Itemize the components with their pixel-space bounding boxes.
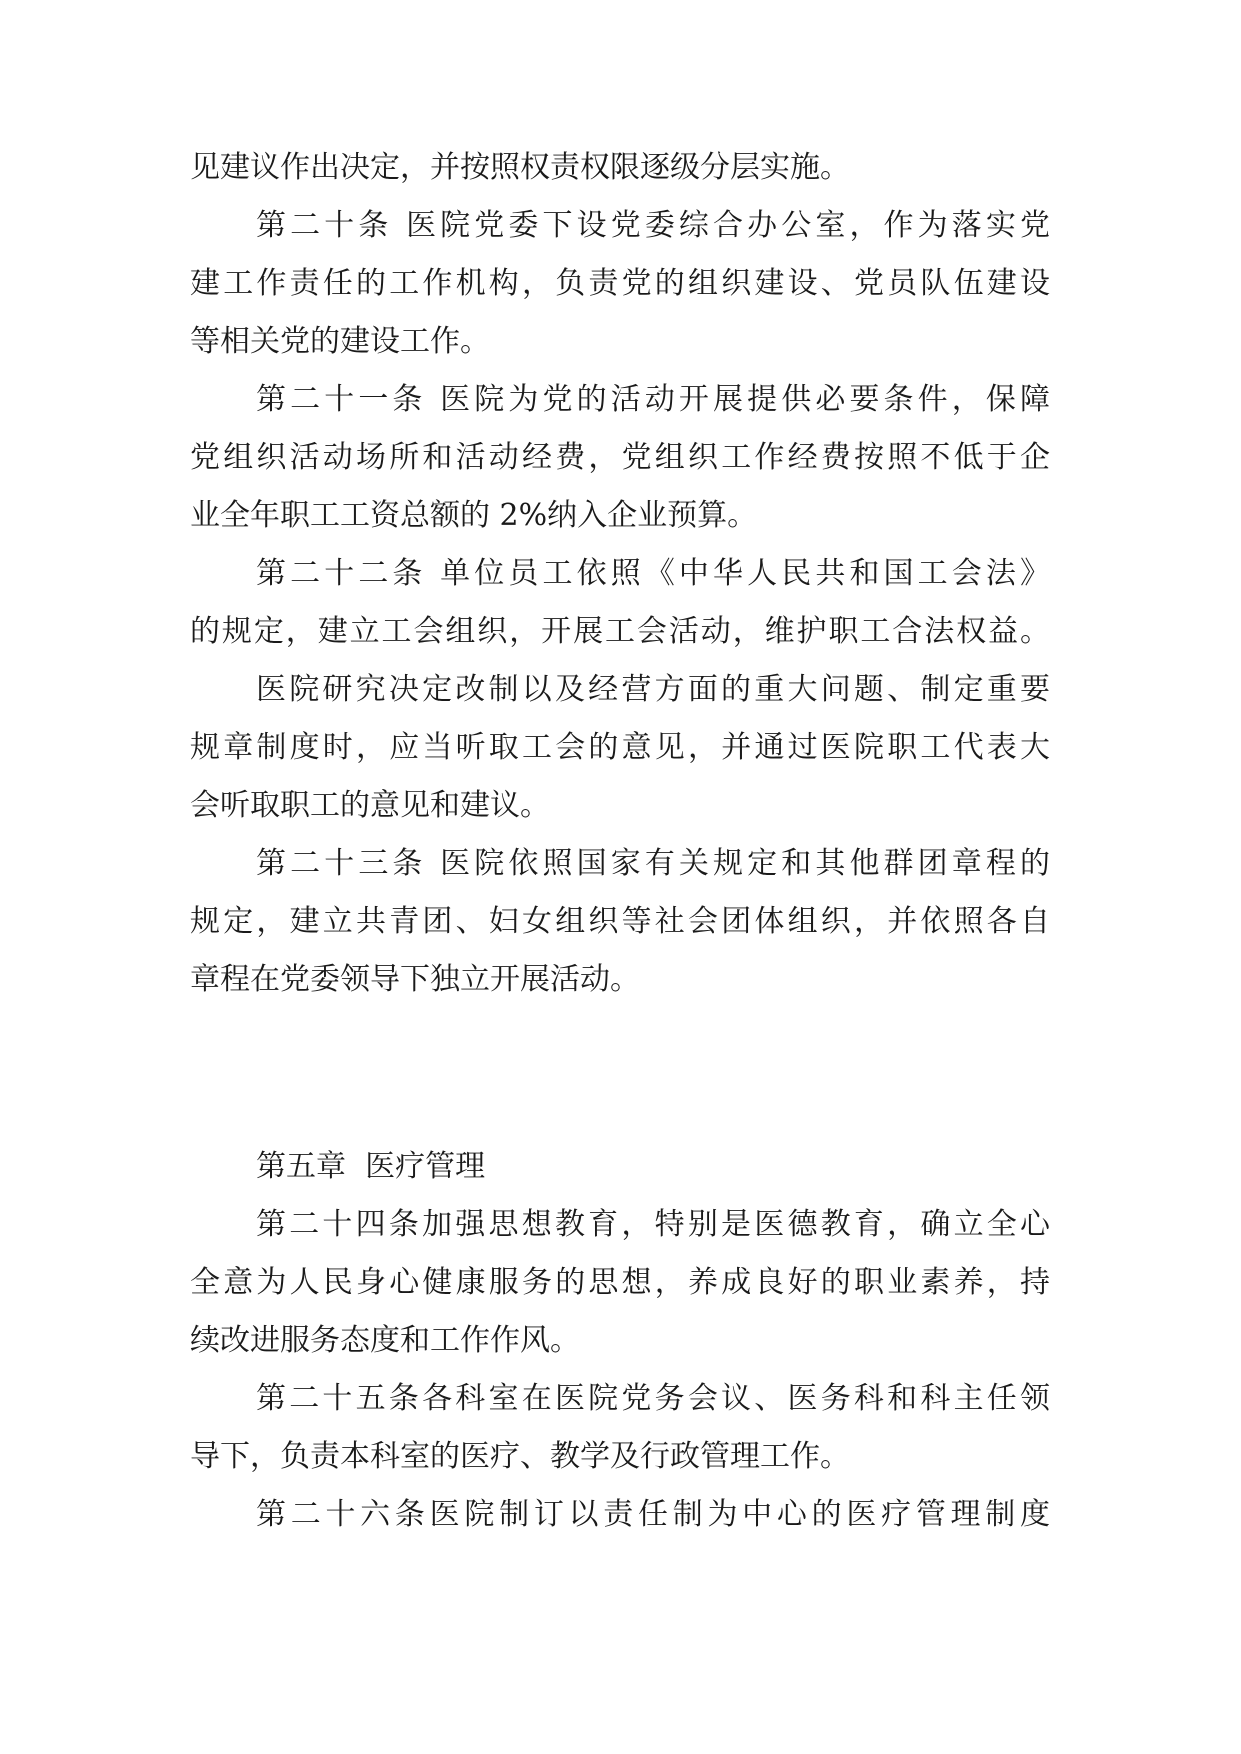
text-line: 等相关党的建设工作。 (190, 324, 490, 359)
article-25-line: 第二十五条各科室在医院党务会议、医务科和科主任领 (256, 1381, 1050, 1416)
article-20-line: 第二十条 医院党委下设党委综合办公室，作为落实党 (256, 208, 1050, 243)
text-line: 党组织活动场所和活动经费，党组织工作经费按照不低于企 (190, 440, 1050, 475)
text-line: 会听取职工的意见和建议。 (190, 788, 550, 823)
chapter-heading: 第五章 医疗管理 (256, 1149, 486, 1184)
text-line: 见建议作出决定，并按照权责权限逐级分层实施。 (190, 150, 850, 185)
article-23-line: 第二十三条 医院依照国家有关规定和其他群团章程的 (256, 846, 1050, 881)
text-line: 建工作责任的工作机构，负责党的组织建设、党员队伍建设 (190, 266, 1050, 301)
text-line: 规定，建立共青团、妇女组织等社会团体组织，并依照各自 (190, 904, 1050, 939)
text-line: 的规定，建立工会组织，开展工会活动，维护职工合法权益。 (190, 614, 1050, 649)
text-line: 章程在党委领导下独立开展活动。 (190, 962, 640, 997)
text-line: 规章制度时，应当听取工会的意见，并通过医院职工代表大 (190, 730, 1050, 765)
article-24-line: 第二十四条加强思想教育，特别是医德教育，确立全心 (256, 1207, 1050, 1242)
text-line: 续改进服务态度和工作作风。 (190, 1323, 580, 1358)
article-22-line: 第二十二条 单位员工依照《中华人民共和国工会法》 (256, 556, 1050, 591)
paragraph-line: 医院研究决定改制以及经营方面的重大问题、制定重要 (256, 672, 1050, 707)
article-26-line: 第二十六条医院制订以责任制为中心的医疗管理制度 (256, 1497, 1050, 1532)
text-line: 全意为人民身心健康服务的思想，养成良好的职业素养，持 (190, 1265, 1050, 1300)
text-line: 业全年职工工资总额的 2%纳入企业预算。 (190, 498, 758, 533)
text-line: 导下，负责本科室的医疗、教学及行政管理工作。 (190, 1439, 850, 1474)
article-21-line: 第二十一条 医院为党的活动开展提供必要条件，保障 (256, 382, 1050, 417)
